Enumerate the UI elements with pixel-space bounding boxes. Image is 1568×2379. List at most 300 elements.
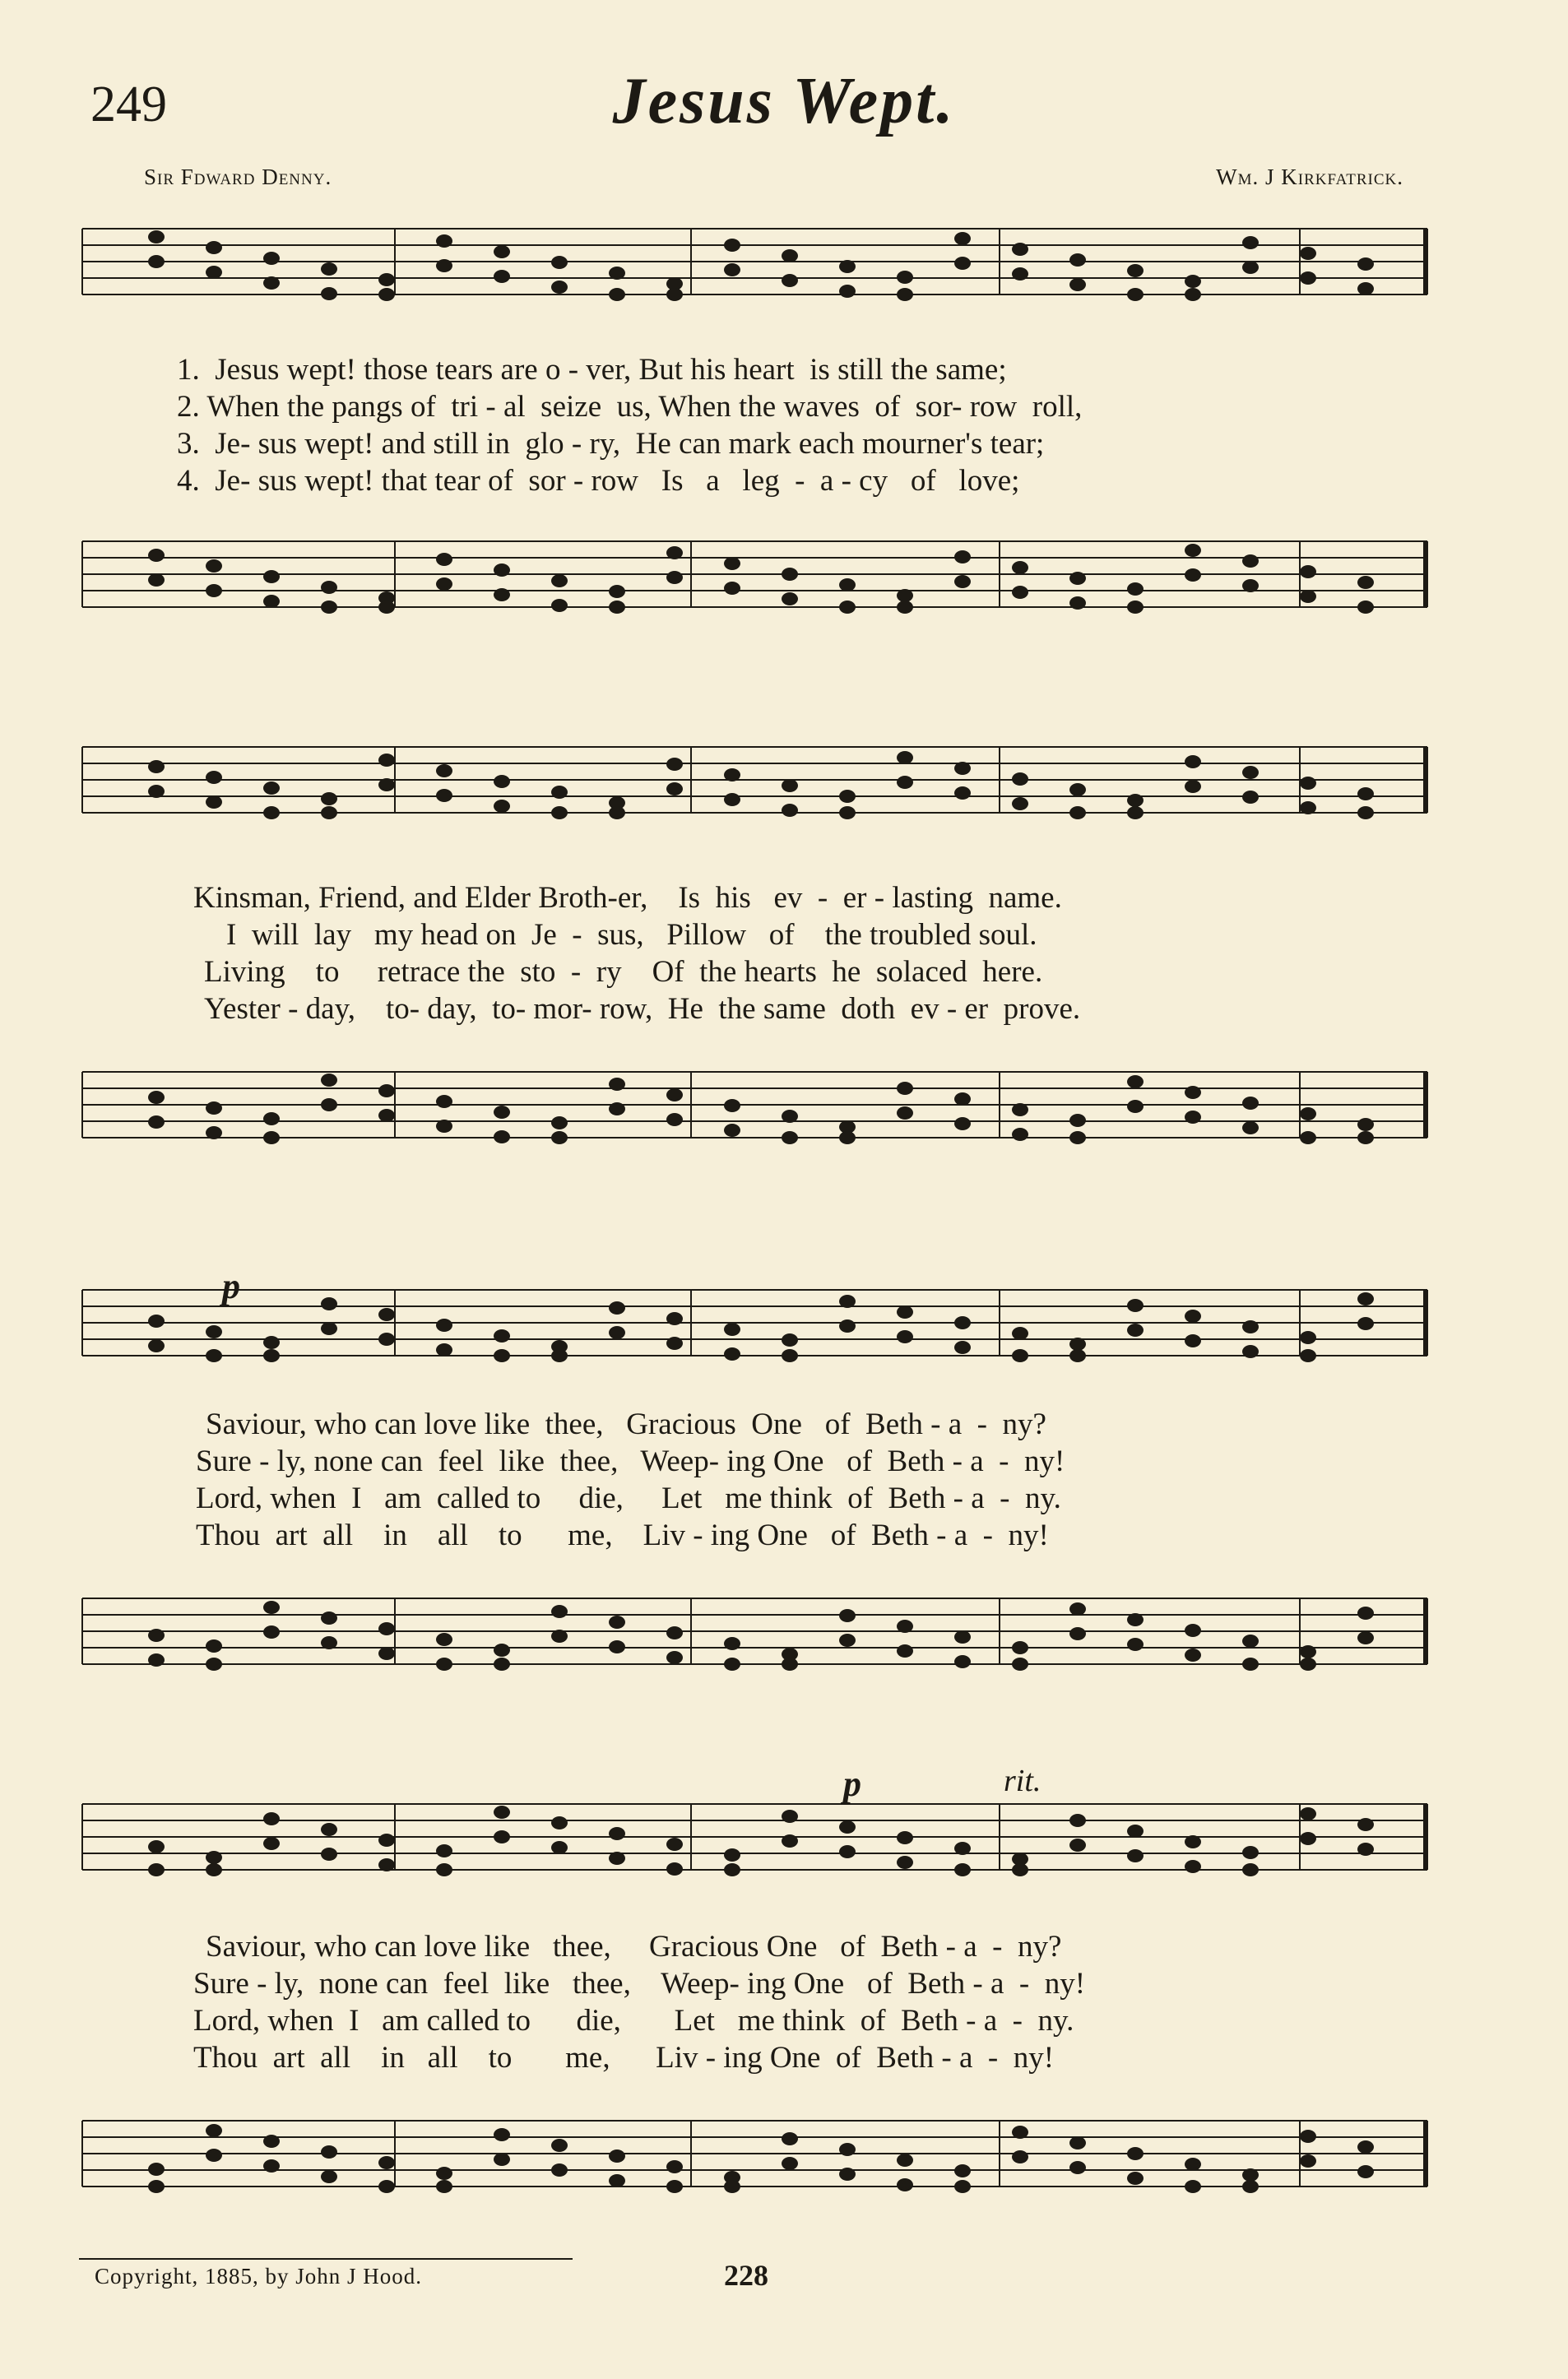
note-head [1357, 1131, 1374, 1144]
note-head [1127, 264, 1144, 277]
note-head [1069, 1131, 1086, 1144]
lyric-verse-1: Saviour, who can love like thee, Gracious One of Beth - a - ny? [206, 1930, 1062, 1964]
note-head [782, 1810, 798, 1823]
note-head [551, 1605, 568, 1618]
note-head [1300, 1807, 1316, 1820]
note-head [263, 2159, 280, 2173]
lyric-verse-1: Kinsman, Friend, and Elder Broth-er, Is his ev - er - lasting name. [193, 881, 1062, 915]
note-head [551, 281, 568, 294]
note-head [551, 599, 568, 612]
note-head [436, 1120, 452, 1133]
note-head [954, 1117, 971, 1130]
note-head [666, 1337, 683, 1350]
note-head [436, 234, 452, 248]
note-head [1242, 554, 1259, 568]
bass-staff [66, 535, 1436, 614]
treble-staff [66, 1797, 1436, 1876]
note-head [1012, 1658, 1028, 1671]
note-head [148, 230, 165, 243]
lyric-verse-3: Living to retrace the sto - ry Of the hearts he solaced here. [204, 955, 1043, 989]
note-head [263, 1349, 280, 1362]
note-head [1069, 1114, 1086, 1127]
note-head [1127, 2172, 1144, 2185]
note-head [724, 1658, 740, 1671]
note-head [897, 601, 913, 614]
note-head [321, 1322, 337, 1335]
note-head [782, 249, 798, 262]
note-head [436, 1844, 452, 1857]
note-head [494, 2128, 510, 2141]
note-head [1242, 1121, 1259, 1134]
note-head [206, 2149, 222, 2162]
hymn-title: Jesus Wept. [612, 65, 956, 137]
note-head [839, 1295, 856, 1308]
note-head [609, 1078, 625, 1091]
note-head [321, 1074, 337, 1087]
note-head [551, 2163, 568, 2177]
note-head [436, 2180, 452, 2193]
note-head [263, 806, 280, 819]
note-head [1242, 1635, 1259, 1648]
note-head [148, 1339, 165, 1352]
note-head [1357, 282, 1374, 295]
note-head [551, 1841, 568, 1854]
note-head [782, 1110, 798, 1123]
note-head [666, 288, 683, 301]
note-head [724, 2180, 740, 2193]
note-head [954, 1842, 971, 1855]
note-head [1300, 801, 1316, 814]
note-head [551, 1630, 568, 1643]
note-head [1127, 1299, 1144, 1312]
note-head [1012, 586, 1028, 599]
note-head [378, 1308, 395, 1321]
note-head [609, 1301, 625, 1315]
note-head [724, 1863, 740, 1876]
note-head [148, 549, 165, 562]
note-head [1012, 2150, 1028, 2163]
note-head [666, 2160, 683, 2173]
note-head [666, 1088, 683, 1101]
note-head [1185, 2180, 1201, 2193]
note-head [436, 789, 452, 802]
note-head [206, 241, 222, 254]
note-head [1357, 1843, 1374, 1856]
note-head [897, 1644, 913, 1658]
note-head [1127, 806, 1144, 819]
note-head [666, 758, 683, 771]
note-head [839, 1319, 856, 1333]
note-head [321, 287, 337, 300]
note-head [494, 245, 510, 258]
note-head [1012, 561, 1028, 574]
note-head [1300, 590, 1316, 603]
note-head [782, 592, 798, 605]
note-head [1127, 1638, 1144, 1651]
note-head [1185, 1334, 1201, 1347]
note-head [321, 792, 337, 805]
note-head [263, 276, 280, 290]
note-head [954, 1863, 971, 1876]
note-head [839, 1634, 856, 1647]
note-head [321, 1297, 337, 1310]
note-head [897, 1082, 913, 1095]
note-head [1185, 288, 1201, 301]
footer-rule [79, 2258, 573, 2260]
note-head [897, 589, 913, 602]
note-head [1069, 253, 1086, 267]
note-head [263, 1812, 280, 1825]
note-head [666, 571, 683, 584]
lyric-verse-4: Thou art all in all to me, Liv - ing One of Beth - a - ny! [196, 1519, 1049, 1552]
copyright-notice: Copyright, 1885, by John J Hood. [95, 2264, 423, 2289]
note-head [666, 1651, 683, 1664]
note-head [954, 1316, 971, 1329]
note-head [321, 601, 337, 614]
note-head [609, 806, 625, 819]
lyric-verse-3: Lord, when I am called to die, Let me think of Beth - a - ny. [196, 1482, 1061, 1515]
note-head [1357, 1118, 1374, 1131]
music-system-2 [66, 740, 1436, 1168]
note-head [954, 1630, 971, 1644]
lyric-verse-4: Thou art all in all to me, Liv - ing One of Beth - a - ny! [193, 2041, 1055, 2075]
note-head [897, 288, 913, 301]
note-head [1069, 278, 1086, 291]
note-head [1012, 1641, 1028, 1654]
hymn-number: 249 [90, 77, 167, 132]
note-head [1242, 1863, 1259, 1876]
note-head [1185, 568, 1201, 582]
note-head [206, 1101, 222, 1115]
note-head [206, 771, 222, 784]
note-head [897, 271, 913, 284]
note-head [263, 2135, 280, 2148]
dynamic-marking: p [222, 1266, 240, 1306]
note-head [1185, 2158, 1201, 2171]
note-head [666, 1312, 683, 1325]
note-head [782, 568, 798, 581]
note-head [782, 2132, 798, 2145]
note-head [1127, 1075, 1144, 1088]
note-head [1357, 806, 1374, 819]
note-head [954, 257, 971, 270]
note-head [1185, 275, 1201, 288]
dynamic-marking: p [843, 1764, 861, 1804]
note-head [1069, 783, 1086, 796]
note-head [1242, 2168, 1259, 2182]
note-head [782, 1131, 798, 1144]
note-head [1357, 1607, 1374, 1620]
bass-staff [66, 1592, 1436, 1671]
note-head [782, 1349, 798, 1362]
note-head [1357, 601, 1374, 614]
note-head [263, 252, 280, 265]
note-head [436, 1343, 452, 1356]
note-head [609, 1852, 625, 1865]
note-head [494, 563, 510, 577]
note-head [839, 285, 856, 298]
note-head [148, 760, 165, 773]
lyric-verse-4: 4. Je- sus wept! that tear of sor - row Is a leg - a - cy of love; [177, 464, 1020, 498]
note-head [839, 2168, 856, 2181]
note-head [1127, 1100, 1144, 1113]
note-head [378, 601, 395, 614]
note-head [378, 2180, 395, 2193]
lyric-verse-2: Sure - ly, none can feel like thee, Weep- ing One of Beth - a - ny! [196, 1445, 1065, 1478]
note-head [206, 1349, 222, 1362]
note-head [551, 1816, 568, 1829]
note-head [378, 1647, 395, 1660]
note-head [724, 263, 740, 276]
note-head [1012, 797, 1028, 810]
note-head [148, 2163, 165, 2176]
note-head [954, 1092, 971, 1106]
note-head [378, 778, 395, 791]
note-head [1242, 1320, 1259, 1333]
note-head [494, 2153, 510, 2166]
note-head [494, 1130, 510, 1143]
note-head [609, 1827, 625, 1840]
note-head [148, 1840, 165, 1853]
note-head [954, 2164, 971, 2177]
note-head [1185, 1111, 1201, 1124]
note-head [839, 790, 856, 803]
note-head [1242, 236, 1259, 249]
note-head [378, 754, 395, 767]
note-head [1242, 1345, 1259, 1358]
note-head [1242, 579, 1259, 592]
treble-staff [66, 740, 1436, 819]
note-head [1069, 2161, 1086, 2174]
note-head [839, 1131, 856, 1144]
note-head [148, 1115, 165, 1129]
note-head [494, 1106, 510, 1119]
note-head [724, 582, 740, 595]
note-head [436, 1863, 452, 1876]
note-head [1127, 1849, 1144, 1862]
note-head [206, 1658, 222, 1671]
note-head [1300, 271, 1316, 285]
note-head [494, 775, 510, 788]
note-head [1127, 582, 1144, 596]
note-head [1300, 1658, 1316, 1671]
note-head [551, 1116, 568, 1129]
note-head [1069, 572, 1086, 585]
note-head [263, 1336, 280, 1349]
note-head [954, 550, 971, 563]
note-head [897, 751, 913, 764]
note-head [206, 584, 222, 597]
note-head [494, 270, 510, 283]
note-head [1012, 267, 1028, 281]
note-head [1069, 806, 1086, 819]
author-credit: Sir Fdward Denny. [144, 165, 332, 189]
note-head [782, 779, 798, 792]
note-head [1300, 2154, 1316, 2168]
note-head [897, 1330, 913, 1343]
note-head [206, 1851, 222, 1864]
note-head [724, 557, 740, 570]
note-head [148, 1629, 165, 1642]
note-head [897, 1620, 913, 1633]
note-head [321, 2170, 337, 2183]
note-head [1069, 1349, 1086, 1362]
note-head [551, 806, 568, 819]
note-head [1242, 1097, 1259, 1110]
note-head [1357, 1818, 1374, 1831]
note-head [1069, 1602, 1086, 1616]
note-head [782, 804, 798, 817]
lyric-verse-2: I will lay my head on Je - sus, Pillow of the troubled soul. [226, 918, 1037, 952]
note-head [1242, 791, 1259, 804]
note-head [206, 1126, 222, 1139]
note-head [436, 1319, 452, 1332]
note-head [1012, 772, 1028, 786]
note-head [1069, 596, 1086, 610]
note-head [378, 1084, 395, 1097]
note-head [897, 1831, 913, 1844]
note-head [666, 1862, 683, 1876]
note-head [436, 1095, 452, 1108]
note-head [897, 1305, 913, 1319]
note-head [609, 1616, 625, 1629]
note-head [148, 255, 165, 268]
music-system-4 [66, 1764, 1436, 2209]
note-head [206, 266, 222, 279]
note-head [609, 1640, 625, 1653]
note-head [148, 573, 165, 587]
note-head [1357, 787, 1374, 800]
note-head [1357, 257, 1374, 271]
note-head [1185, 1649, 1201, 1662]
note-head [1127, 288, 1144, 301]
note-head [551, 1131, 568, 1144]
note-head [724, 1323, 740, 1336]
note-head [954, 2180, 971, 2193]
note-head [1300, 1131, 1316, 1144]
note-head [1069, 1627, 1086, 1640]
note-head [263, 1625, 280, 1639]
note-head [378, 1622, 395, 1635]
note-head [897, 776, 913, 789]
lyric-verse-2: Sure - ly, none can feel like thee, Weep- ing One of Beth - a - ny! [193, 1967, 1086, 2001]
note-head [148, 1863, 165, 1876]
lyric-verse-1: 1. Jesus wept! those tears are o - ver, But his heart is still the same; [177, 353, 1007, 387]
note-head [494, 1329, 510, 1343]
note-head [1242, 2180, 1259, 2193]
note-head [897, 1106, 913, 1120]
note-head [1185, 1624, 1201, 1637]
note-head [897, 1856, 913, 1869]
note-head [1357, 2140, 1374, 2154]
note-head [378, 1834, 395, 1847]
note-head [839, 1845, 856, 1858]
note-head [1242, 1658, 1259, 1671]
note-head [954, 1655, 971, 1668]
note-head [782, 1658, 798, 1671]
note-head [954, 1341, 971, 1354]
note-head [839, 1820, 856, 1834]
note-head [321, 1612, 337, 1625]
note-head [551, 574, 568, 587]
note-head [1127, 1825, 1144, 1838]
note-head [206, 795, 222, 809]
note-head [609, 1102, 625, 1115]
note-head [666, 546, 683, 559]
note-head [263, 1112, 280, 1125]
note-head [436, 1658, 452, 1671]
bass-staff [66, 2114, 1436, 2193]
note-head [839, 578, 856, 591]
note-head [609, 2149, 625, 2163]
note-head [321, 1848, 337, 1861]
note-head [1300, 1349, 1316, 1362]
note-head [1357, 1292, 1374, 1305]
music-system-3 [66, 1266, 1436, 1711]
note-head [148, 1315, 165, 1328]
note-head [148, 2180, 165, 2193]
note-head [321, 2145, 337, 2159]
note-head [666, 1113, 683, 1126]
note-head [782, 274, 798, 287]
note-head [1242, 1846, 1259, 1859]
note-head [1069, 1338, 1086, 1351]
note-head [378, 288, 395, 301]
note-head [206, 1325, 222, 1338]
note-head [724, 768, 740, 781]
note-head [839, 806, 856, 819]
note-head [1185, 780, 1201, 793]
note-head [1357, 1317, 1374, 1330]
note-head [897, 2154, 913, 2167]
note-head [839, 260, 856, 273]
note-head [436, 259, 452, 272]
note-head [1012, 1349, 1028, 1362]
bass-staff [66, 1065, 1436, 1144]
note-head [436, 577, 452, 591]
note-head [782, 2157, 798, 2170]
note-head [609, 1326, 625, 1339]
note-head [263, 1131, 280, 1144]
note-head [321, 806, 337, 819]
note-head [206, 1639, 222, 1653]
note-head [609, 585, 625, 598]
note-head [666, 1838, 683, 1851]
note-head [1185, 1310, 1201, 1323]
note-head [954, 786, 971, 800]
note-head [494, 1644, 510, 1657]
note-head [897, 2178, 913, 2191]
note-head [1012, 2126, 1028, 2139]
note-head [263, 781, 280, 795]
note-head [436, 1633, 452, 1646]
note-head [1127, 1324, 1144, 1337]
note-head [321, 1636, 337, 1649]
note-head [1185, 755, 1201, 768]
note-head [1069, 2136, 1086, 2149]
note-head [206, 559, 222, 573]
note-head [378, 273, 395, 286]
note-head [263, 1601, 280, 1614]
note-head [1185, 1860, 1201, 1873]
lyric-verse-2: 2. When the pangs of tri - al seize us, When the waves of sor- row roll, [177, 390, 1083, 424]
note-head [1012, 1103, 1028, 1116]
treble-staff [66, 1283, 1436, 1362]
note-head [609, 288, 625, 301]
note-head [263, 570, 280, 583]
note-head [494, 800, 510, 813]
note-head [148, 1091, 165, 1104]
